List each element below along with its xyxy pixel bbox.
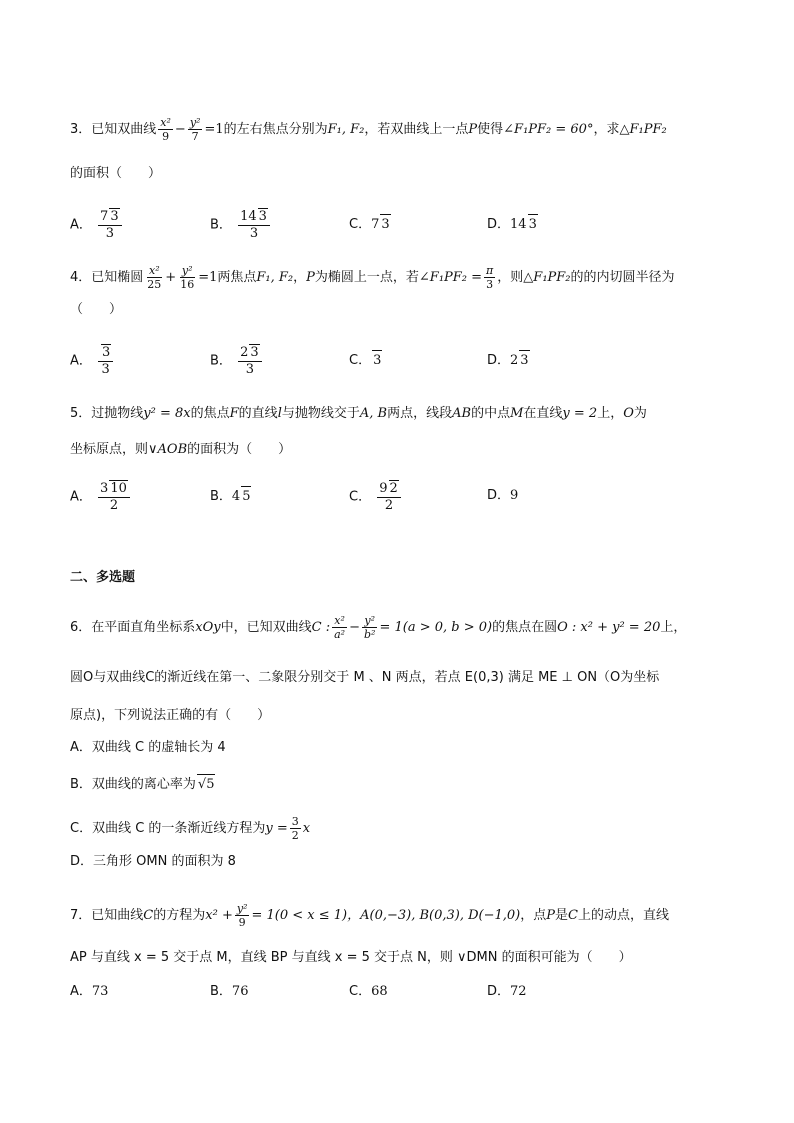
q3-option-b-value: $\frac{14 3}{3}$ (238, 208, 270, 242)
q4-option-d[interactable]: D．2 3 (487, 350, 530, 371)
q3-number: 3． (70, 122, 92, 137)
q7-line2: AP 与直线 x = 5 交于点 M，直线 BP 与直线 x = 5 交于点 N，则 ∨DMN 的面积可能为（ ） (70, 950, 632, 965)
q6-option-c[interactable]: C．双曲线 C 的一条渐近线方程为y = $\frac{3}{2}$ x (70, 815, 311, 842)
q5-option-d[interactable]: D．9 (487, 488, 519, 503)
q5-line2: 坐标原点，则∨AOB的面积为（ ） (70, 442, 292, 457)
q4-option-a[interactable]: A． $\frac{3}{3}$ (70, 344, 115, 378)
q3-frac-y: $\frac{\text{y²}}{7}$ (189, 116, 201, 143)
q4-option-c[interactable]: C． 3 (349, 350, 382, 371)
q5-option-c[interactable]: C． $\frac{9 2}{2}$ (349, 480, 403, 514)
q4-line1: 4．已知椭圆 $\frac{\text{x²}}{25}$ + $\frac{\text{y²}}{16}$ =1两焦点F₁, F₂，P为椭圆上一点，若∠F₁PF₂ = $\frac{\pi}{3}$ ，则△F₁PF₂的的内切圆半径为 (70, 264, 675, 291)
q3-option-a[interactable]: A． $\frac{7 3}{3}$ (70, 208, 124, 242)
q6-line1: 6．在平面直角坐标系xOy中，已知双曲线C : $\frac{\text{x²}}{\text{a²}}$ − $\frac{\text{y²}}{\text{b²}}$ = 1(a > 0, b > 0)的焦点在圆O : x² + y² = 20上， (70, 614, 687, 641)
q6-line3: 原点)，下列说法正确的有（ ） (70, 708, 271, 723)
q3-option-a-value: $\frac{7 3}{3}$ (98, 208, 122, 242)
section-multi-choice-heading: 二、多选题 (70, 570, 136, 585)
q6-option-a[interactable]: A．双曲线 C 的虚轴长为 4 (70, 740, 226, 755)
q3-line2: 的面积（ ） (70, 166, 162, 181)
q5-option-b[interactable]: B．4 5 (210, 486, 251, 507)
q7-option-c[interactable]: C．68 (349, 984, 388, 999)
q5-line1: 5．过抛物线y² = 8x的焦点F的直线l与抛物线交于A, B两点，线段AB的中点M在直线y = 2上，O为 (70, 406, 647, 421)
q7-option-d[interactable]: D．72 (487, 984, 527, 999)
q7-option-a[interactable]: A．73 (70, 984, 109, 999)
q3-option-d[interactable]: D．14 3 (487, 214, 538, 235)
q3-angle: ∠F₁PF₂ = 60° (503, 122, 594, 137)
q3-option-b[interactable]: B． $\frac{14 3}{3}$ (210, 208, 272, 242)
q7-line1: 7．已知曲线C的方程为x² + $\frac{\text{y²}}{9}$ = 1(0 < x ≤ 1)，A(0,−3), B(0,3), D(−1,0)，点P是C上的动点，直线 (70, 902, 669, 929)
q3-text-a: 已知双曲线 (91, 122, 157, 137)
q6-line2: 圆O与双曲线C的渐近线在第一、二象限分别交于 M 、N 两点，若点 E(0,3) 满足 ME ⊥ ON（O为坐标 (70, 670, 660, 685)
q3-line1: 3．已知双曲线 $\frac{\text{x²}}{9}$ − $\frac{\text{y²}}{7}$ =1的左右焦点分别为F₁, F₂，若双曲线上一点P使得∠F₁PF₂ = 60°，求△F₁PF₂ (70, 116, 667, 143)
q7-option-b[interactable]: B．76 (210, 984, 249, 999)
q3-foci: F₁, F₂ (327, 122, 365, 137)
q3-frac-x: $\frac{\text{x²}}{9}$ (160, 116, 171, 143)
q4-option-b[interactable]: B． $\frac{2 3}{3}$ (210, 344, 264, 378)
q4-line2: （ ） (70, 302, 123, 317)
q3-triangle: △F₁PF₂ (619, 122, 667, 137)
q6-option-d[interactable]: D．三角形 OMN 的面积为 8 (70, 854, 236, 869)
q3-option-c[interactable]: C．7 3 (349, 214, 391, 235)
q6-option-b[interactable]: B．双曲线的离心率为 √5 (70, 774, 215, 795)
q5-option-a[interactable]: A． $\frac{3 10}{2}$ (70, 480, 132, 514)
